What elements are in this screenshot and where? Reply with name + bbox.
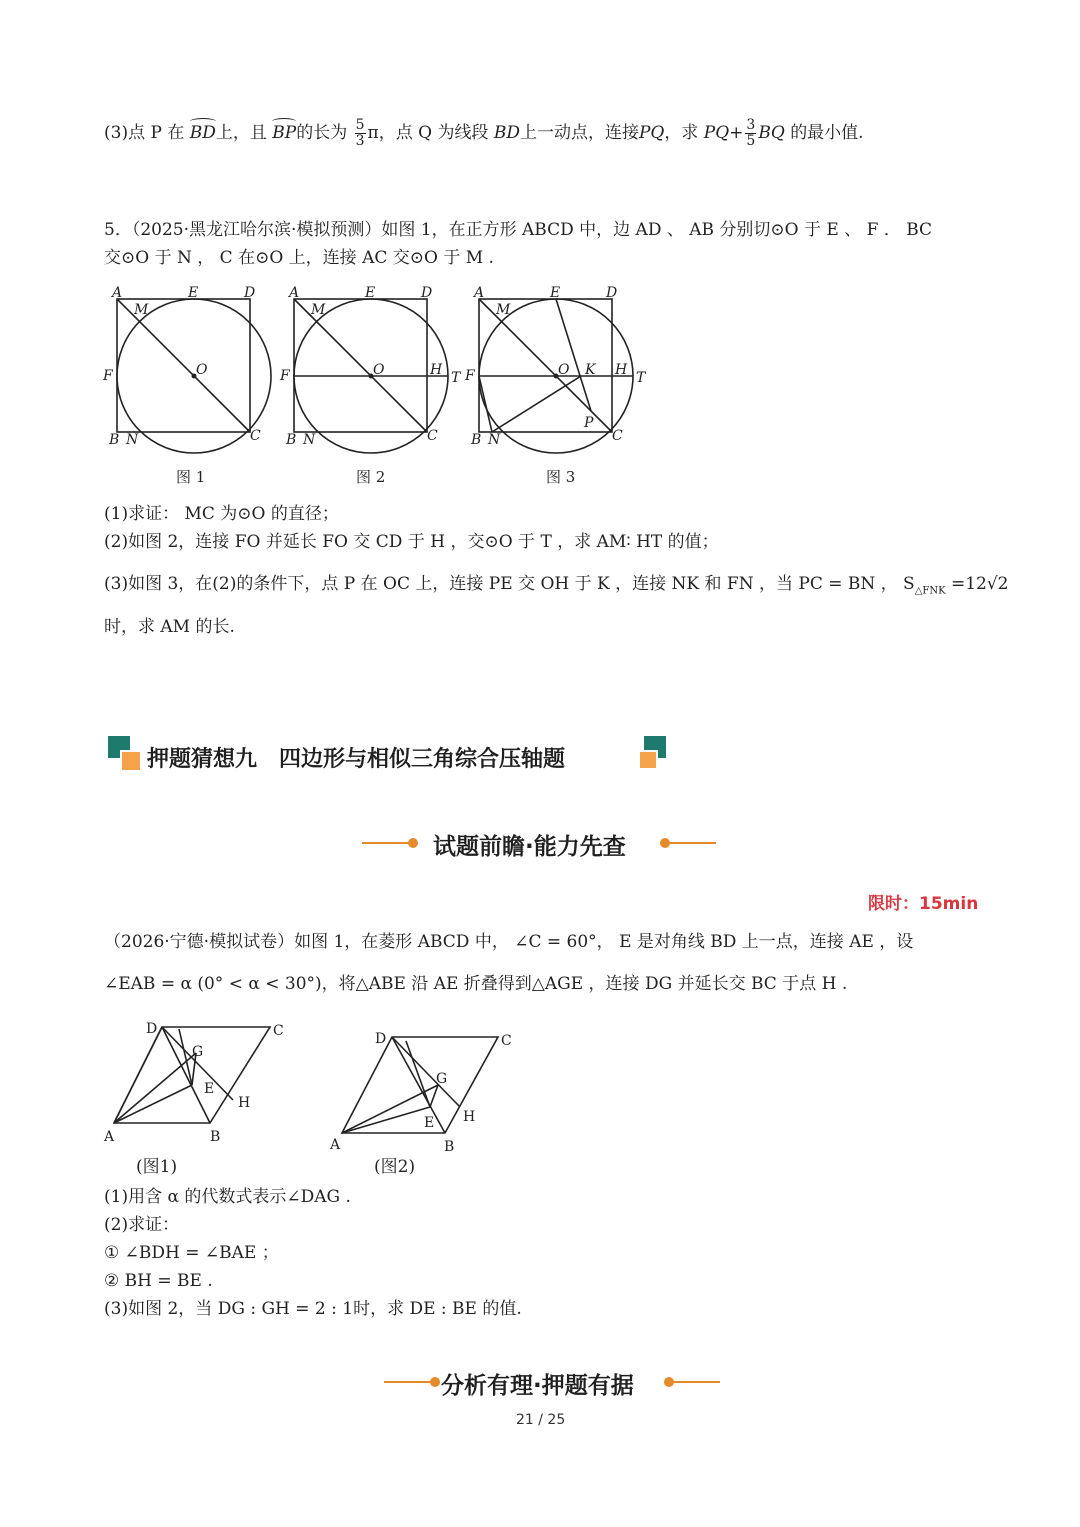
fig2-label: C (427, 428, 438, 444)
time-limit: 限时：15min (868, 894, 979, 914)
fig1-label: N (126, 432, 139, 448)
rhombus1-ag (114, 1053, 196, 1123)
section-title: 押题猜想九 四边形与相似三角综合压轴题 (147, 747, 566, 772)
fig3-label: N (488, 432, 501, 448)
fig3-line-fn (479, 376, 492, 432)
fig1-label: F (103, 368, 113, 384)
problem5-q3: (3)如图 3，在(2)的条件下，点 P 在 OC 上，连接 PE 交 OH 于 K ，连接 NK 和 FN ，当 PC = BN ， $S_{\triangle FNK} =12√2$ (104, 574, 1009, 597)
problem5-q3-tail: 时，求 AM 的长. (104, 617, 235, 637)
fig2-label: N (303, 432, 316, 448)
banner-title-2: 分析有理·押题有据 (441, 1373, 634, 1399)
rhombus2-label: B (444, 1139, 455, 1155)
fig2-label: D (421, 285, 433, 301)
figure-caption-2: 图 2 (356, 468, 386, 486)
problem6-q1: (1)用含 α 的代数式表示∠DAG . (104, 1187, 351, 1207)
fraction-3-5: $\frac{3}{5}$ (746, 117, 756, 149)
fig3-label: D (606, 285, 618, 301)
fig2-label: B (286, 432, 297, 448)
problem5-line2: 交⊙O 于 N ， C 在⊙O 上，连接 AC 交⊙O 于 M . (104, 248, 494, 268)
banner2-dot-left (430, 1377, 440, 1387)
arc-bp: BP (272, 123, 297, 143)
fig3-label: T (636, 370, 646, 386)
fig3-label: F (465, 368, 475, 384)
fig3-label: O (558, 362, 570, 378)
fig2-label: F (280, 368, 290, 384)
fig3-label: B (471, 432, 482, 448)
banner-line-right (668, 842, 716, 844)
fig3-label: K (585, 362, 596, 378)
fig1-label: D (244, 285, 256, 301)
page-number: 21 / 25 (516, 1412, 566, 1428)
rhombus1-label: C (273, 1023, 284, 1039)
banner-dot-left (408, 838, 418, 848)
rhombus2-extra (406, 1041, 430, 1107)
rhombus1-dh (162, 1027, 233, 1100)
rhombus1-label: G (192, 1044, 204, 1060)
problem5-q1: (1)求证： MC 为⊙O 的直径； (104, 504, 339, 524)
rhombus1-label: E (204, 1081, 215, 1097)
section-deco-icon-right (638, 736, 668, 770)
figure-caption-1: 图 1 (176, 468, 206, 486)
rhombus2-label: E (424, 1115, 435, 1131)
problem6-q2: (2)求证： (104, 1215, 180, 1235)
fig2-label: E (365, 285, 376, 301)
rhombus2-label: C (501, 1033, 512, 1049)
fig2-label: H (430, 362, 443, 378)
rhombus2-label: H (463, 1109, 476, 1125)
fig1-label: C (250, 428, 261, 444)
fig3-label: P (584, 415, 594, 431)
rhombus2-label: D (375, 1031, 387, 1047)
problem5-line1: 5．（2025·黑龙江哈尔滨·模拟预测）如图 1，在正方形 ABCD 中，边 AD 、 AB 分别切⊙O 于 E 、 F ． BC (104, 220, 933, 240)
fig3-label: E (550, 285, 561, 301)
problem6-q3: (3)如图 2，当 DG : GH = 2 : 1时，求 DE : BE 的值. (104, 1299, 522, 1319)
fraction-5-3: $\frac{5}{3}$ (355, 117, 365, 149)
banner-title-1: 试题前瞻·能力先查 (433, 834, 626, 860)
problem6-line1: （2026·宁德·模拟试卷）如图 1，在菱形 ABCD 中， ∠C = 60°， E 是对角线 BD 上一点，连接 AE ，设 (104, 932, 914, 952)
rhombus2-label: G (436, 1071, 448, 1087)
fig3-label: H (615, 362, 628, 378)
banner-line-left (362, 842, 410, 844)
fig1-label: M (134, 302, 149, 318)
figure-caption-3: 图 3 (546, 468, 576, 486)
fig1-label: B (109, 432, 120, 448)
rhombus1-label: B (210, 1129, 221, 1145)
problem6-q2a: ① ∠BDH = ∠BAE ； (104, 1243, 279, 1263)
fig2-diagonal (294, 299, 427, 432)
banner2-line-left (384, 1381, 432, 1383)
fig1-label: E (188, 285, 199, 301)
fig3-line-nk (492, 376, 581, 432)
problem6-q2b: ② BH = BE . (104, 1271, 213, 1291)
fig3-label: A (474, 285, 485, 301)
banner2-line-right (672, 1381, 720, 1383)
fig3-label: C (612, 428, 623, 444)
rhombus1-extra (179, 1029, 192, 1085)
arc-bd: BD (189, 123, 216, 143)
rhombus1-label: D (146, 1021, 158, 1037)
fig1-diagonal (117, 299, 250, 432)
rhombus1-ad (114, 1027, 162, 1123)
rhombus1-label: H (238, 1095, 251, 1111)
problem6-figures (100, 1015, 530, 1175)
fig1-label: A (112, 285, 123, 301)
rhombus-caption-1: (图1) (136, 1157, 178, 1177)
fig2-label: T (451, 370, 461, 386)
problem6-line2: ∠EAB = α (0° < α < 30°)，将△ABE 沿 AE 折叠得到△AGE ，连接 DG 并延长交 BC 于点 H . (104, 974, 848, 994)
problem4-part3: (3)点 P 在 BD上，且 BP的长为 $\frac{5}{3}$ π，点 Q 为线段 BD上一动点，连接PQ，求 PQ+ $\frac{3}{5}$ BQ 的最小值. (104, 117, 864, 149)
problem5-q2: (2)如图 2，连接 FO 并延长 FO 交 CD 于 H ，交⊙O 于 T ，求 AM∶ HT 的值； (104, 532, 719, 552)
fig1-label: O (196, 362, 208, 378)
fig2-label: M (311, 302, 326, 318)
problem5-figures (100, 282, 660, 458)
rhombus-caption-2: (图2) (374, 1157, 416, 1177)
rhombus2-label: A (330, 1137, 341, 1153)
section-deco-icon (108, 736, 136, 770)
fig3-label: M (496, 302, 511, 318)
fig2-label: A (289, 285, 300, 301)
rhombus1-label: A (104, 1129, 115, 1145)
fig2-label: O (373, 362, 385, 378)
